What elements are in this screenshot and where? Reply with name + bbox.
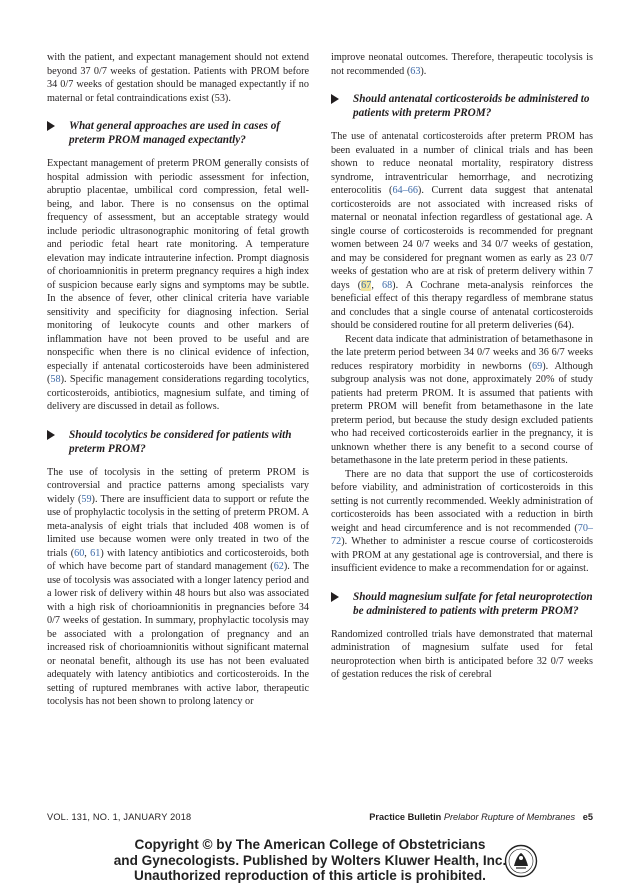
reference-link[interactable]: 69	[532, 360, 543, 372]
question-text: Should antenatal corticosteroids be administered to patients with preterm PROM?	[353, 93, 590, 119]
triangle-bullet-icon	[331, 592, 339, 602]
acog-seal-logo	[504, 844, 538, 878]
reference-link[interactable]: 62	[273, 561, 284, 572]
triangle-bullet-icon	[47, 430, 55, 440]
question-heading	[331, 590, 593, 618]
question-text: What general approaches are used in cases of preterm PROM managed expectantly?	[69, 120, 281, 146]
question-text: Should magnesium sulfate for fetal neuroprotection be administered to patients with preterm PROM?	[353, 590, 593, 617]
paragraph: Expectant management of preterm PROM generally consists of hospital admission with periodic assessment for infection, abruptio placentae, umbilical cord compression, fetal well-being, and labor. There is no consensus on the optimal frequency of assessment, but an acceptable strategy would include periodic ultrasonographic monitoring of fetal growth and periodic fetal heart rate monitoring. A temperature elevation may indicate intrauterine infection. Prompt diagnosis of chorioamnionitis in preterm pregnancy requires a high index of suspicion because early signs and symptoms may be subtle. In the absence of fever, other clinical criteria have variable sensitivity and specificity for diagnosing infection. Serial monitoring of leukocyte counts and other markers of inflammation have not been proved to be useful and are nonspecific when there is no clinical evidence of infection, especially if antenatal corticosteroids have been administered (58). Specific management considerations regarding tocolytics, corticosteroids, antibiotics, magnesium sulfate, and timing of delivery are discussed in detail as follows.	[47, 158, 309, 412]
reference-link-highlighted[interactable]: 67	[361, 279, 372, 291]
question-heading	[47, 428, 309, 456]
question-heading	[47, 119, 309, 147]
reference-link[interactable]: 63	[410, 65, 421, 77]
bulletin-label: Practice Bulletin	[369, 812, 442, 822]
reference-link[interactable]: 58	[50, 374, 61, 385]
paragraph: The use of tocolysis in the setting of preterm PROM is controversial and practice patterns among specialists vary widely (59). There are insufficient data to support or refute the use of prophylactic tocolysis in the setting of preterm PROM. A meta-analysis of eight trials that included 408 women is of limited use because women were only treated in two of the trials (60, 61) with latency antibiotics and corticosteroids, both of which have become part of standard management (62). The use of tocolysis was associated with a longer latency period and a lower risk of delivery within 48 hours but also was associated with a high risk of chorioamnionitis in pregnancies before 34 0/7 weeks of gestation. In summary, prophylactic tocolysis may be associated with a prolongation of pregnancy and an increased risk of chorioamnionitis without significant maternal or neonatal benefit, although its use has not been evaluated adequately with latency antibiotics and corticosteroids. In the setting of ruptured membranes with active labor, therapeutic tocolysis has not been shown to prolong latency or	[47, 466, 310, 707]
running-title	[369, 812, 593, 822]
paragraph: Randomized controlled trials have demonstrated that maternal administration of magnesium sulfate used for fetal neuroprotection when birth is anticipated before 32 0/7 weeks of gestation reduces the risk of cerebral	[331, 628, 593, 680]
copyright-line: Unauthorized reproduction of this article is prohibited.	[134, 868, 486, 883]
question-text: Should tocolytics be considered for patients with preterm PROM?	[69, 428, 292, 455]
issue-info: VOL. 131, NO. 1, JANUARY 2018	[47, 812, 192, 822]
paragraph: The use of antenatal corticosteroids after preterm PROM has been evaluated in a number of clinical trials and has been shown to reduce neonatal mortality, respiratory distress syndrome, intraventricular hemorrhage, and necrotizing enterocolitis (64–66). Current data suggest that antenatal corticosteroids are not associated with increased risks of maternal or neonatal infection regardless of gestational age. A single course of corticosteroids is recommended for pregnant women between 24 0/7 weeks and 34 0/7 weeks of gestation, and may be considered for pregnant women as early as 23 0/7 weeks of gestation who are at risk of preterm delivery within 7 days (67, 68). A Cochrane meta-analysis reinforces the beneficial effect of this therapy regardless of membrane status and concludes that a single course of antenatal corticosteroids should be considered routine for all preterm deliveries (64).	[331, 131, 594, 331]
paragraph: improve neonatal outcomes. Therefore, therapeutic tocolysis is not recommended (63).	[331, 52, 593, 77]
copyright-line: Copyright © by The American College of Obstetricians	[134, 837, 486, 852]
paragraph: with the patient, and expectant management should not extend beyond 37 0/7 weeks of gestation. Patients with PROM before 34 0/7 weeks of gestation should be managed expectantly if no maternal or fetal contraindications exist (53).	[47, 52, 309, 104]
reference-link[interactable]: 68	[381, 279, 393, 291]
reference-link[interactable]: 64–66	[392, 185, 418, 196]
right-column	[331, 51, 593, 682]
paragraph: Recent data indicate that administration of betamethasone in the late preterm period between 34 0/7 weeks and 36 6/7 weeks reduces respiratory morbidity in newborns (69). Although subgroup analysis was not done, approximately 20% of study patients had preterm PROM. It is assumed that patients with preterm PROM will benefit from betamethasone in the late preterm period, but because the study design excluded patients who had received corticosteroids earlier in the pregnancy, it is unknown whether there is any benefit to a second course of betamethasone in the late preterm period in these patients.	[331, 333, 593, 466]
reference-link[interactable]: 61	[90, 547, 101, 559]
reference-link[interactable]: 59	[81, 493, 92, 505]
topic-label: Prelabor Rupture of Membranes	[443, 812, 576, 822]
triangle-bullet-icon	[331, 94, 339, 104]
left-column	[47, 51, 309, 709]
reference-link[interactable]: 70–72	[331, 522, 593, 547]
paragraph: There are no data that support the use of corticosteroids before viability, and administration of corticosteroids in this setting is not currently recommended. Weekly administration of corticosteroids has been associated with a reduction in birth weight and head circumference and is not recommended (70–72). Whether to administer a rescue course of corticosteroids with PROM at any gestational age is controversial, and there is insufficient evidence to make a recommendation for or against.	[331, 468, 593, 574]
copyright-notice	[70, 837, 550, 884]
page-footer	[47, 812, 593, 826]
copyright-line: and Gynecologists. Published by Wolters Kluwer Health, Inc.	[113, 852, 507, 868]
question-heading	[331, 92, 593, 120]
triangle-bullet-icon	[47, 121, 55, 131]
page-number: e5	[582, 812, 593, 822]
reference-link[interactable]: 60	[74, 547, 85, 559]
